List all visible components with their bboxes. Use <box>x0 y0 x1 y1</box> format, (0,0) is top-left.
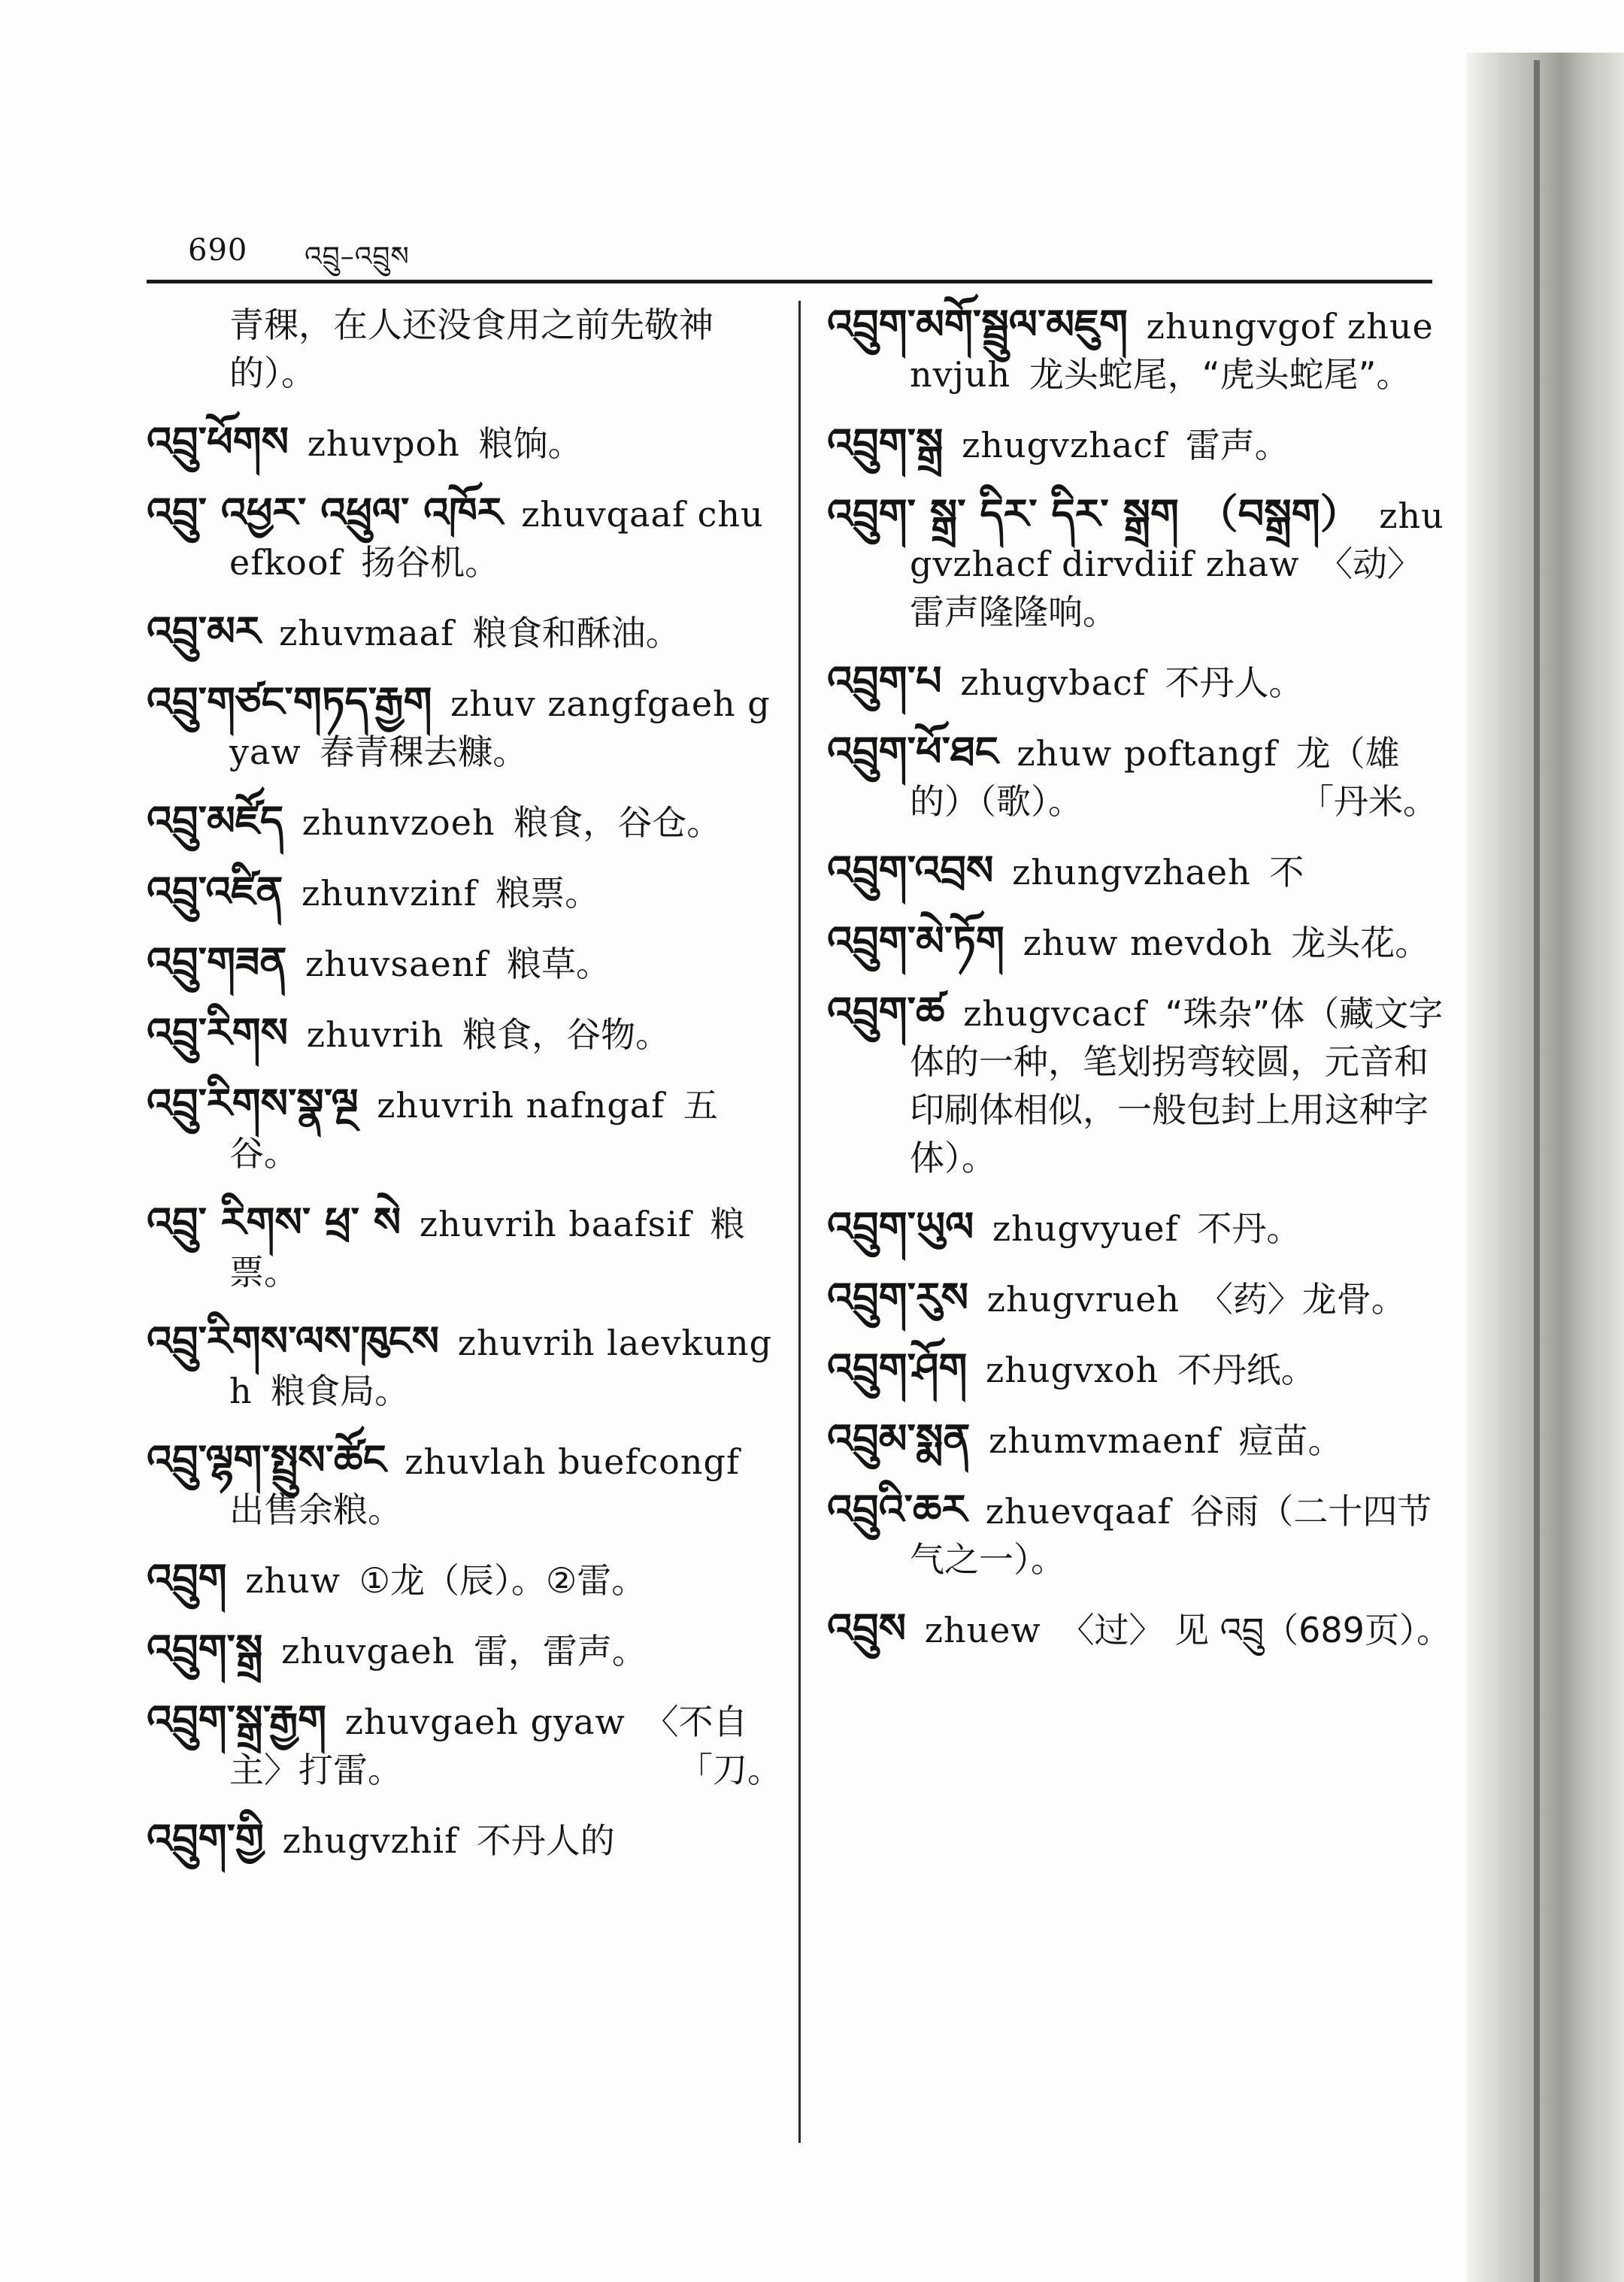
transcription: zhungvzhaeh <box>1012 852 1251 892</box>
transcription: zhuvlah buefcongf <box>404 1441 740 1482</box>
transcription: zhuvgaeh <box>281 1631 456 1671</box>
dictionary-entry <box>147 1317 782 1415</box>
transcription: zhuvrih baafsif <box>419 1204 692 1244</box>
dictionary-entry <box>147 1436 782 1534</box>
transcription: zhugvrueh <box>986 1279 1180 1320</box>
dictionary-entry <box>827 988 1451 1182</box>
page-number: 690 <box>188 233 248 268</box>
headword: འབྲུག་མགོ་སྦྲུལ་མཇུག <box>827 301 1129 348</box>
definition: ①龙（辰）。②雷。 <box>359 1560 647 1601</box>
transcription: zhugvzhif <box>282 1820 459 1861</box>
dictionary-entry <box>827 1415 1451 1465</box>
definition: 〈过〉 见 འབྲུ（689页）。 <box>1059 1610 1451 1650</box>
transcription: zhugvzhacf <box>962 425 1168 465</box>
headword: འབྲུག་སྒྲ <box>827 420 944 467</box>
dictionary-entry <box>827 490 1451 636</box>
headword: འབྲུག་ཕོ་ཐང <box>827 728 998 775</box>
transcription: zhunvzinf <box>301 873 477 914</box>
headword: འབྲུས <box>827 1605 907 1652</box>
dictionary-entry <box>147 608 782 657</box>
headword: འབྲུག་སྒྲ <box>147 1626 263 1673</box>
book-binding-edge <box>1534 60 1540 2282</box>
headword: འབྲུག་ སྒྲ་ དིར་ དིར་ སྒྲག <box>827 490 1179 538</box>
transcription: zhugvbacf <box>960 662 1147 703</box>
dictionary-entry <box>827 1344 1451 1394</box>
transcription: zhugvzhacf dirvdiif zhaw <box>910 495 1444 584</box>
definition: 舂青稞去糠。 <box>320 732 528 772</box>
definition: 不丹。 <box>1197 1208 1301 1249</box>
definition: 痘苗。 <box>1238 1420 1343 1461</box>
transcription: zhungvgof zhuenvjuh <box>910 306 1434 395</box>
definition: 〈动〉雷声隆隆响。 <box>910 544 1423 632</box>
transcription: zhugvxoh <box>985 1350 1159 1390</box>
definition: 不 <box>1269 852 1304 892</box>
headword: འབྲུག <box>147 1555 227 1602</box>
headword: འབྲུ་རིགས་ལས་ཁུངས <box>147 1317 440 1365</box>
headword: འབྲུ་གཙང་གཏད་རྒྱག <box>147 678 432 726</box>
left-entry-list <box>147 418 782 1865</box>
definition: 雷声。 <box>1185 425 1289 465</box>
headword: འབྲུག་ཡུལ <box>827 1203 974 1250</box>
definition: 粮食，谷仓。 <box>514 802 722 843</box>
headword: འབྲུག་པ <box>827 657 942 705</box>
dictionary-entry <box>827 1605 1451 1654</box>
headword: འབྲུ་གཟན <box>147 938 287 986</box>
dictionary-entry <box>147 678 782 776</box>
continuation-text: 青稞，在人还没食用之前先敬神的）。 <box>229 305 714 393</box>
dictionary-entry <box>147 1815 782 1865</box>
dictionary-entry <box>147 797 782 847</box>
transcription: zhuvsaenf <box>304 944 489 984</box>
headword: འབྲུམ་སྨན <box>827 1415 971 1462</box>
headword: འབྲུ་ཕོགས <box>147 418 289 465</box>
definition: 五谷。 <box>229 1085 718 1174</box>
transcription: zhumvmaenf <box>988 1420 1220 1461</box>
definition: 不丹人的 <box>476 1820 615 1861</box>
headword: འབྲུག་འབྲས <box>827 847 994 894</box>
headword: འབྲུ་ལྷག་སྤྲུས་ཚོང <box>147 1436 386 1483</box>
transcription: zhuvrih laevkungh <box>229 1323 773 1411</box>
dictionary-entry <box>147 1080 782 1177</box>
book-binding-shadow <box>1466 53 1624 2282</box>
dictionary-entry <box>827 657 1451 707</box>
definition: 粮草。 <box>507 944 611 984</box>
definition: 不丹人。 <box>1165 662 1304 703</box>
dictionary-entry <box>147 489 782 586</box>
dictionary-entry <box>827 847 1451 896</box>
dictionary-entry <box>147 1009 782 1059</box>
dictionary-entry <box>827 728 1451 826</box>
headword: འབྲུག་སྒྲ་རྒྱག <box>147 1696 327 1744</box>
margin-note: 「刀。 <box>678 1750 782 1790</box>
definition: 粮食，谷物。 <box>462 1014 671 1055</box>
headword: འབྲུག་ཤོག <box>827 1344 968 1392</box>
left-column <box>147 301 782 1886</box>
transcription: zhuvgaeh gyaw <box>344 1702 626 1742</box>
transcription: zhugvcacf <box>963 993 1147 1034</box>
dictionary-entry <box>147 418 782 468</box>
dictionary-entry <box>147 1626 782 1675</box>
right-entry-list <box>827 301 1451 1654</box>
transcription: zhuw <box>245 1560 341 1601</box>
headword: འབྲུའི་ཆར <box>827 1486 968 1533</box>
headword: འབྲུ་རིགས <box>147 1009 289 1056</box>
dictionary-entry <box>147 1199 782 1296</box>
definition: 粮食局。 <box>271 1371 410 1411</box>
headword: འབྲུག་རུས <box>827 1274 969 1321</box>
dictionary-entry <box>147 1696 782 1794</box>
transcription: zhuvrih nafngaf <box>377 1085 665 1126</box>
definition: 龙头蛇尾，“虎头蛇尾”。 <box>1029 354 1411 395</box>
dictionary-entry <box>147 1555 782 1605</box>
transcription: zhunvzoeh <box>301 802 495 843</box>
definition: 龙头花。 <box>1291 923 1430 963</box>
transcription: zhuvpoh <box>307 423 460 464</box>
dictionary-entry <box>827 1274 1451 1323</box>
headword: འབྲུག་མེ་ཏོག <box>827 917 1004 965</box>
transcription: zhuw mevdoh <box>1023 923 1273 963</box>
dictionary-entry <box>147 868 782 917</box>
definition: 扬谷机。 <box>361 542 500 583</box>
dictionary-entry <box>827 917 1451 967</box>
transcription: zhuvmaaf <box>279 613 455 653</box>
transcription: zhuw poftangf <box>1017 733 1278 774</box>
definition: 粮饷。 <box>478 423 583 464</box>
headword: འབྲུ་མར <box>147 608 261 655</box>
definition: 〈药〉龙骨。 <box>1198 1279 1406 1320</box>
definition: 不丹纸。 <box>1177 1350 1316 1390</box>
running-head: འབྲུ–འབྲུས <box>304 241 410 272</box>
definition: 雷，雷声。 <box>473 1631 647 1671</box>
definition: 粮票。 <box>229 1204 745 1293</box>
transcription: zhuvrih <box>306 1014 444 1055</box>
column-divider <box>798 301 801 2143</box>
definition: “珠杂”体（藏文字体的一种，笔划拐弯较圆，元音和印刷体相似，一般包封上用这种字体）。 <box>910 993 1444 1178</box>
definition: 龙（雄的）（歌）。 <box>910 733 1400 822</box>
dictionary-entry <box>827 420 1451 469</box>
header-rule <box>147 280 1432 283</box>
margin-note: 「丹米。 <box>1299 781 1438 822</box>
headword: འབྲུ་རིགས་སྣ་ལྔ <box>147 1080 359 1127</box>
definition: 出售余粮。 <box>229 1490 402 1530</box>
transcription: zhugvyuef <box>992 1208 1179 1249</box>
headword: འབྲུག་གྱི <box>147 1815 265 1862</box>
dictionary-entry <box>827 1203 1451 1253</box>
transcription: zhuv zangfgaeh gyaw <box>229 683 771 772</box>
transcription: zhuew <box>924 1610 1041 1650</box>
headword-variant: （བསྒྲག） <box>1197 490 1361 538</box>
dictionary-entry <box>147 938 782 988</box>
definition: 粮票。 <box>495 873 600 914</box>
transcription: zhuvqaaf chuefkoof <box>229 494 764 583</box>
headword: འབྲུ་ འཕྱར་ འཕྲུལ་ འཁོར <box>147 489 503 536</box>
headword: འབྲུག་ཚ <box>827 988 945 1035</box>
definition: 粮食和酥油。 <box>472 613 680 653</box>
right-column <box>827 301 1451 1675</box>
headword: འབྲུ་མཛོད <box>147 797 284 844</box>
headword: འབྲུ་འཛིན <box>147 868 283 915</box>
dictionary-entry <box>827 301 1451 399</box>
dictionary-entry <box>827 1486 1451 1583</box>
definition: 〈不自主〉打雷。 <box>229 1702 748 1790</box>
definition: 谷雨（二十四节气之一）。 <box>910 1491 1432 1580</box>
headword: འབྲུ་ རིགས་ ཕྲ་ སེ <box>147 1199 401 1246</box>
transcription: zhuevqaaf <box>985 1491 1171 1532</box>
